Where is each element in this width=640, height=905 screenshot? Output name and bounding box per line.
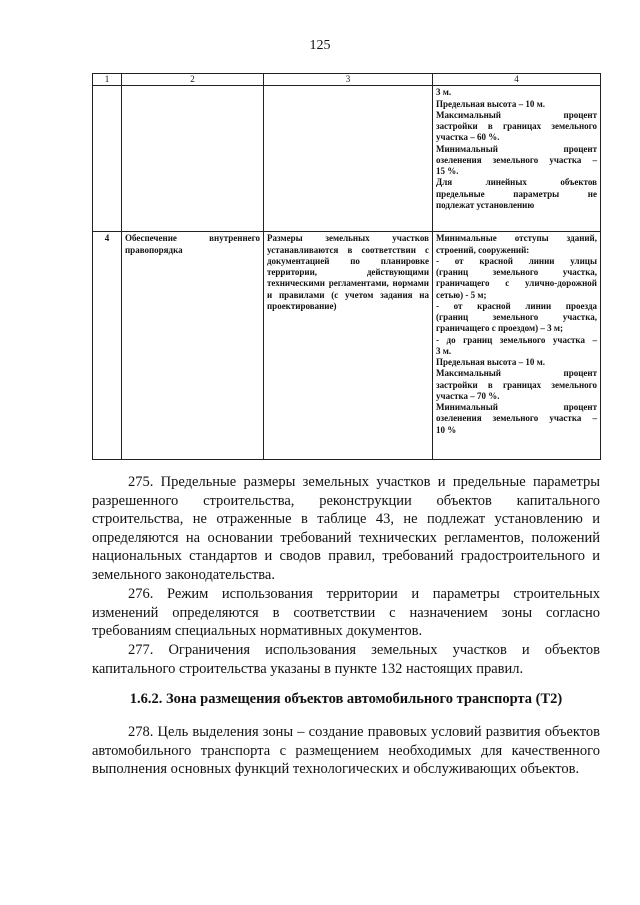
paragraph-275: [92, 473, 600, 584]
row-4-parameter-line: Минимальный процент: [436, 402, 597, 412]
continued-parameter-line: предельные параметры не: [436, 188, 597, 199]
continued-cell-1: [93, 86, 122, 232]
row-number: 4: [93, 232, 122, 460]
table-row-4: [93, 232, 601, 460]
paragraph-277-text: 277. Ограничения использования земельных участков и объектов капитального строительства указаны в пункте 132 настоящих правил.: [92, 642, 600, 677]
continued-parameter-line: Предельная высота – 10 м.: [436, 98, 545, 109]
continued-parameter-line: участка – 60 %.: [436, 132, 500, 143]
row-4-parameter-line: граничащего с улично-дорожной: [436, 278, 597, 289]
row-4-parameter-line: 3 м.: [436, 345, 452, 356]
row-4-parameter-line: (границ земельного участка,: [436, 267, 597, 277]
column-header-1: 1: [93, 74, 122, 86]
paragraph-276-text: 276. Режим использования территории и параметры строительных изменений определяются в соответствии с назначением зоны согласно требованиям специальных нормативных документов.: [92, 586, 600, 639]
row-4-parameter-line: участка – 70 %.: [436, 390, 500, 401]
continued-parameter-line: застройки в границах земельного: [436, 121, 597, 131]
row-4-parameter-line: сетью) - 5 м;: [436, 289, 487, 300]
row-4-parameter-line: Предельная высота – 10 м.: [436, 357, 545, 367]
continued-cell-2: [122, 86, 264, 232]
paragraph-277: [92, 641, 600, 678]
continued-parameter-line: 15 %.: [436, 166, 459, 176]
row-4-plot-sizes-text: Размеры земельных участков устанавливаются в соответствии с документацией по планировке территории, действующими техническими регламентами, нормами и правилами (с учетом задания на проектирование): [267, 233, 429, 311]
column-header-4: 4: [433, 74, 601, 86]
row-4-parameter-line: (границ земельного участка,: [436, 312, 597, 322]
column-header-2: 2: [122, 74, 264, 86]
table-header-row: [93, 74, 601, 86]
continued-parameter-line: 3 м.: [436, 87, 452, 98]
row-4-parameter-line: - от красной линии улицы: [436, 255, 597, 266]
row-4-parameter-line: 10 %: [436, 424, 457, 435]
paragraph-276: [92, 585, 600, 641]
row-4-purpose-text: Обеспечение внутреннего правопорядка: [125, 233, 260, 255]
continued-parameters: [436, 87, 597, 211]
row-4-parameter-line: застройки в границах земельного: [436, 379, 597, 390]
page-number: 125: [309, 38, 331, 53]
paragraph-278-text: 278. Цель выделения зоны – создание правовых условий развития объектов автомобильного транспорта с размещением необходимых для качественного выполнения основных функций технологических и обслуживающих объектов.: [92, 724, 600, 777]
continued-parameter-line: Минимальный процент: [436, 143, 597, 154]
regulations-table: [92, 73, 601, 460]
row-4-parameter-line: граничащего с проездом) – 3 м;: [436, 323, 564, 334]
row-4-parameters: [433, 232, 601, 460]
row-4-purpose: [122, 232, 264, 460]
row-4-parameter-line: озеленения земельного участка –: [436, 413, 597, 424]
row-4-plot-sizes: [264, 232, 433, 460]
continued-parameter-line: Для линейных объектов: [436, 177, 597, 188]
row-4-parameter-line: строений, сооружений:: [436, 244, 530, 255]
column-header-3: 3: [264, 74, 433, 86]
continued-cell-4: [433, 86, 601, 232]
row-4-parameter-line: Минимальные отступы зданий,: [436, 233, 597, 244]
continued-parameter-line: озеленения земельного участка –: [436, 154, 597, 165]
row-4-parameters-lines: [436, 233, 597, 436]
continued-parameter-line: Максимальный процент: [436, 109, 597, 120]
paragraph-278: [92, 723, 600, 779]
section-heading: 1.6.2. Зона размещения объектов автомобильного транспорта (Т2): [129, 691, 563, 707]
paragraph-275-text: 275. Предельные размеры земельных участков и предельные параметры разрешенного строительства, реконструкции объектов капитального строительства, не отраженные в таблице 43, не подлежат установлению и определяются на основании требований технических регламентов, положений национальных стандартов и сводов правил, требований градостроительного и земельного законодательства.: [92, 474, 600, 583]
row-4-parameter-line: - до границ земельного участка –: [436, 334, 597, 345]
continued-parameter-line: подлежат установлению: [436, 199, 535, 210]
continued-cell-3: [264, 86, 433, 232]
row-4-parameter-line: - от красной линии проезда: [436, 300, 597, 311]
table-row-continued: [93, 86, 601, 232]
row-4-parameter-line: Максимальный процент: [436, 368, 597, 379]
